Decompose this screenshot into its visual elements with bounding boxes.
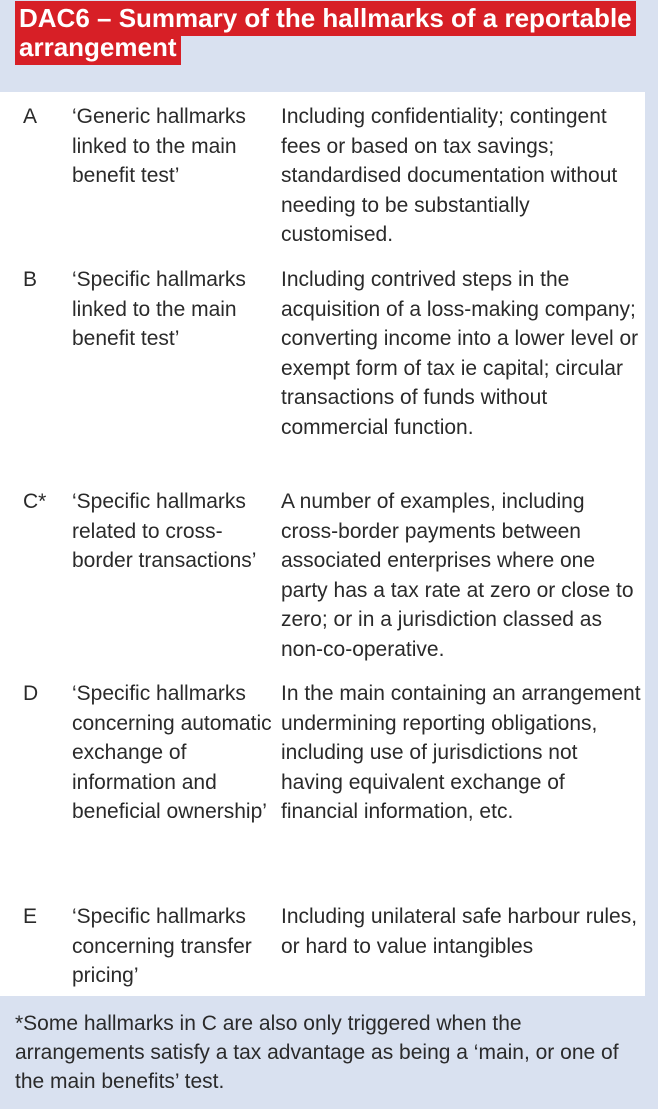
hallmark-description: Including confidentiality; contingent fees or based on tax savings; standardised documentation without needing to be substantially customised. [281, 105, 618, 246]
hallmark-name: ‘Specific hallmarks concerning transfer pricing’ [72, 905, 252, 987]
hallmark-description: Including contrived steps in the acquisition of a loss-making company; converting income into a lower level or exempt form of tax ie capital; circular transactions of funds without commercial function. [281, 268, 639, 439]
hallmark-letter: C* [23, 490, 47, 513]
hallmarks-table [0, 92, 645, 996]
hallmark-letter: A [23, 105, 38, 128]
page-title-text: DAC6 – Summary of the hallmarks of a reportable arrangement [15, 1, 636, 65]
hallmark-letter: B [23, 268, 38, 291]
hallmark-letter: D [23, 682, 39, 705]
hallmark-description: Including unilateral safe harbour rules, or hard to value intangibles [281, 905, 638, 958]
hallmark-description: In the main containing an arrangement undermining reporting obligations, including use of jurisdictions not having equivalent exchange of financial information, etc. [281, 682, 641, 823]
hallmark-description: A number of examples, including cross-border payments between associated enterprises where one party has a tax rate at zero or close to zero; or in a jurisdiction classed as non-co-operative. [281, 490, 634, 661]
hallmark-name: ‘Generic hallmarks linked to the main benefit test’ [72, 105, 246, 187]
hallmark-letter: E [23, 905, 38, 928]
hallmark-name: ‘Specific hallmarks concerning automatic exchange of information and beneficial ownership’ [72, 682, 272, 823]
hallmark-name: ‘Specific hallmarks linked to the main benefit test’ [72, 268, 246, 350]
page-title [15, 4, 645, 62]
hallmark-name: ‘Specific hallmarks related to cross-border transactions’ [72, 490, 257, 572]
footnote: *Some hallmarks in C are also only triggered when the arrangements satisfy a tax advantage as being a ‘main, or one of the main benefits’ test. [15, 1012, 619, 1093]
